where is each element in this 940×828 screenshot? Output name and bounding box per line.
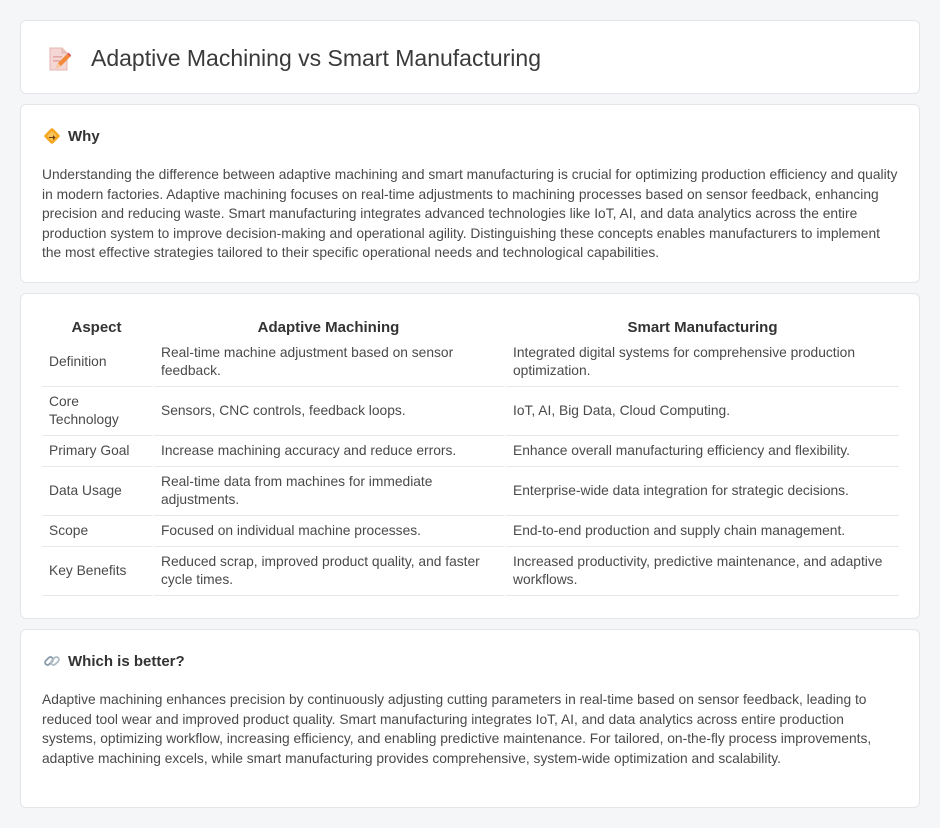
- better-title: Which is better?: [68, 652, 185, 670]
- header-smart-manufacturing: Smart Manufacturing: [627, 318, 778, 336]
- table-row: [42, 467, 899, 516]
- document-pencil-icon: [47, 46, 71, 72]
- why-title: Why: [68, 127, 100, 145]
- table-row: [42, 516, 899, 547]
- row-aspect: Scope: [42, 516, 154, 547]
- table-header-row: [42, 316, 899, 338]
- header-aspect: Aspect: [42, 316, 154, 338]
- why-section: [20, 104, 920, 283]
- row-aspect: Key Benefits: [42, 547, 154, 596]
- row-adaptive-value: Sensors, CNC controls, feedback loops.: [154, 387, 506, 436]
- title-row: [47, 45, 541, 72]
- table-row: [42, 547, 899, 596]
- row-smart-value: Integrated digital systems for comprehensive production optimization.: [506, 338, 899, 387]
- header-card: [20, 20, 920, 94]
- row-smart-value: IoT, AI, Big Data, Cloud Computing.: [506, 387, 899, 436]
- comparison-table: [42, 316, 899, 596]
- why-heading: [43, 127, 100, 145]
- table-row: [42, 436, 899, 467]
- row-smart-value: End-to-end production and supply chain management.: [506, 516, 899, 547]
- why-text: Understanding the difference between adaptive machining and smart manufacturing is crucial for optimizing production efficiency and quality in modern factories. Adaptive machining focuses on real-time adjustments to machining processes based on sensor feedback, enhancing precision and reducing waste. Smart manufacturing integrates advanced technologies like IoT, AI, and data analytics across the entire production system to improve decision-making and operational agility. Distinguishing these concepts enables manufacturers to implement the most effective strategies tailored to their specific operational needs and technological capabilities.: [42, 167, 898, 260]
- row-adaptive-value: Focused on individual machine processes.: [154, 516, 506, 547]
- which-is-better-section: [20, 629, 920, 808]
- page-title: Adaptive Machining vs Smart Manufacturing: [91, 45, 541, 71]
- table-row: [42, 387, 899, 436]
- row-aspect: Core Technology: [42, 387, 154, 436]
- row-adaptive-value: Real-time data from machines for immediate adjustments.: [154, 467, 506, 516]
- row-aspect: Data Usage: [42, 467, 154, 516]
- header-adaptive-machining: Adaptive Machining: [154, 316, 506, 338]
- table-row: [42, 338, 899, 387]
- comparison-section: [20, 293, 920, 619]
- row-adaptive-value: Real-time machine adjustment based on sensor feedback.: [154, 338, 506, 387]
- better-text: Adaptive machining enhances precision by continuously adjusting cutting parameters in real-time based on sensor feedback, leading to reduced tool wear and improved product quality. Smart manufacturing integrates IoT, AI, and data analytics across entire production systems, optimizing workflow, increasing efficiency, and enabling predictive maintenance. For tailored, on-the-fly process improvements, adaptive machining excels, while smart manufacturing provides comprehensive, system-wide optimization and scalability.: [42, 692, 872, 766]
- row-adaptive-value: Increase machining accuracy and reduce errors.: [154, 436, 506, 467]
- row-aspect: Definition: [42, 338, 154, 387]
- row-smart-value: Increased productivity, predictive maintenance, and adaptive workflows.: [506, 547, 899, 596]
- row-adaptive-value: Reduced scrap, improved product quality, and faster cycle times.: [154, 547, 506, 596]
- better-heading: [43, 652, 185, 670]
- row-aspect: Primary Goal: [42, 436, 154, 467]
- link-icon: [43, 652, 61, 670]
- row-smart-value: Enhance overall manufacturing efficiency and flexibility.: [506, 436, 899, 467]
- row-smart-value: Enterprise-wide data integration for strategic decisions.: [506, 467, 899, 516]
- diamond-sign-icon: [43, 127, 61, 145]
